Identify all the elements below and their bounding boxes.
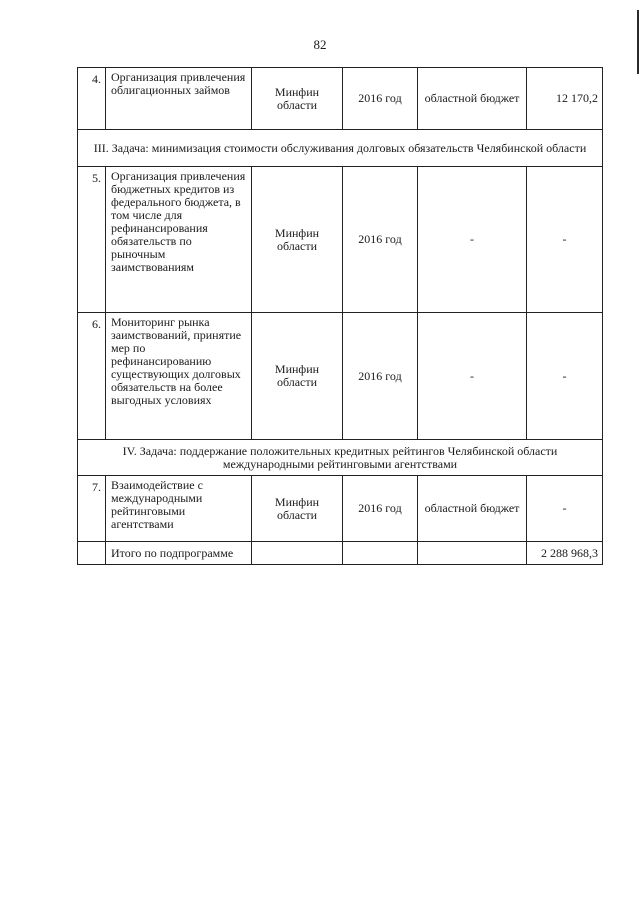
table-row: [78, 476, 603, 542]
amount-cell: -: [527, 476, 603, 542]
amount-cell: -: [527, 313, 603, 440]
table-row: [78, 167, 603, 313]
total-label: Итого по подпрограмме: [106, 542, 252, 565]
page-number: 82: [313, 37, 327, 52]
funding-source-cell: -: [418, 313, 527, 440]
activity-name: Взаимодействие с международными рейтинговыми агентствами: [106, 476, 252, 542]
period-cell: 2016 год: [343, 167, 418, 313]
total-row: [78, 542, 603, 565]
section-row: [78, 440, 603, 476]
row-number: 5.: [78, 167, 106, 313]
funding-source-cell: областной бюджет: [418, 68, 527, 130]
total-amount: 2 288 968,3: [527, 542, 603, 565]
row-number: 7.: [78, 476, 106, 542]
activity-name: Мониторинг рынка заимствований, принятие мер по рефинансированию существующих долговых обязательств на более выгодных условиях: [106, 313, 252, 440]
activity-name: Организация привлечения облигационных займов: [106, 68, 252, 130]
table-row: [78, 313, 603, 440]
executor-cell: Минфин области: [252, 68, 343, 130]
activity-name: Организация привлечения бюджетных кредитов из федерального бюджета, в том числе для рефинансирования обязательств по рыночным заимствованиям: [106, 167, 252, 313]
subprogram-activities-table: [77, 67, 603, 565]
period-cell: 2016 год: [343, 313, 418, 440]
scan-edge-mark: [637, 10, 639, 74]
executor-cell: Минфин области: [252, 313, 343, 440]
section-row: [78, 130, 603, 167]
row-number: 4.: [78, 68, 106, 130]
section-heading: III. Задача: минимизация стоимости обслуживания долговых обязательств Челябинской области: [78, 130, 603, 167]
funding-source-cell: -: [418, 167, 527, 313]
period-cell: 2016 год: [343, 68, 418, 130]
executor-cell: Минфин области: [252, 167, 343, 313]
table-row: [78, 68, 603, 130]
amount-cell: 12 170,2: [527, 68, 603, 130]
period-cell: 2016 год: [343, 476, 418, 542]
funding-source-cell: областной бюджет: [418, 476, 527, 542]
row-number: 6.: [78, 313, 106, 440]
executor-cell: Минфин области: [252, 476, 343, 542]
empty-cell: [252, 542, 343, 565]
empty-cell: [343, 542, 418, 565]
section-heading: IV. Задача: поддержание положительных кредитных рейтингов Челябинской области международными рейтинговыми агентствами: [78, 440, 603, 476]
empty-cell: [418, 542, 527, 565]
empty-cell: [78, 542, 106, 565]
amount-cell: -: [527, 167, 603, 313]
